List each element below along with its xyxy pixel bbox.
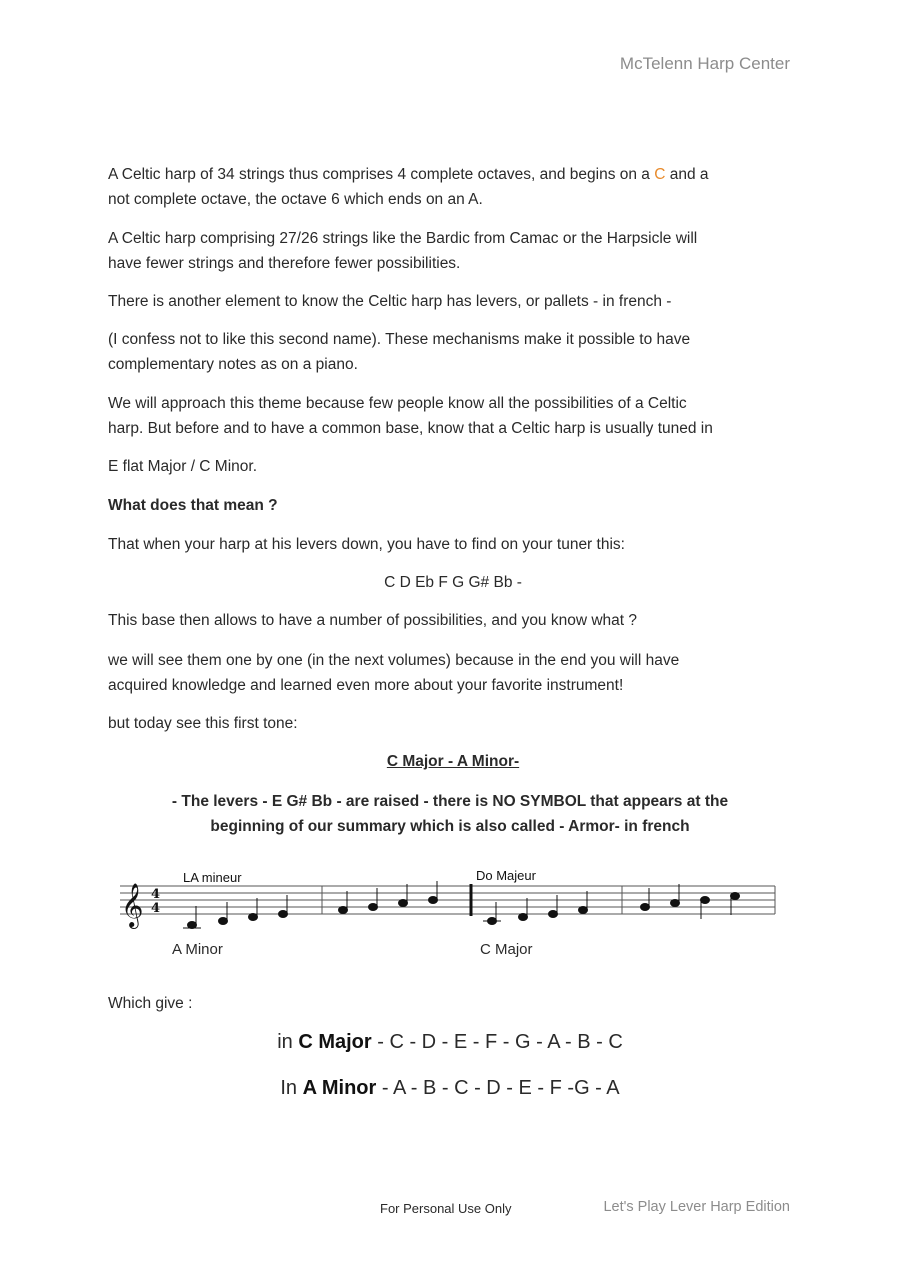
music-staff	[115, 862, 780, 967]
levers-line2: beginning of our summary which is also called - Armor- in french	[210, 818, 690, 835]
note-c-major-3	[549, 911, 558, 918]
note-a-minor-7	[399, 900, 408, 907]
time-signature-top: 4	[151, 887, 161, 902]
notes-c-major	[483, 884, 740, 925]
note-c-major-1	[488, 918, 497, 925]
p1-text-after: and a	[665, 166, 709, 183]
p4-line1: (I confess not to like this second name). These mechanisms make it possible to have	[108, 331, 691, 348]
paragraph-base: This base then allows to have a number of possibilities, and you know what ?	[108, 612, 638, 629]
note-a-minor-1	[188, 922, 197, 929]
note-a-minor-8	[429, 897, 438, 904]
note-c-major-8	[731, 893, 740, 900]
minor-notes: - A - B - C - D - E - F -G - A	[376, 1077, 620, 1099]
note-a-minor-5	[339, 907, 348, 914]
note-c-major-5	[641, 904, 650, 911]
minor-prefix: In	[280, 1077, 303, 1099]
p2-line1: A Celtic harp comprising 27/26 strings like the Bardic from Camac or the Harpsicle will	[108, 230, 698, 247]
staff-svg	[115, 862, 780, 967]
paragraph-tuner: That when your harp at his levers down, you have to find on your tuner this:	[108, 536, 625, 553]
section-heading: What does that mean ?	[108, 497, 278, 514]
p4-line2: complementary notes as on a piano.	[108, 356, 358, 373]
note-a-minor-2	[219, 918, 228, 925]
note-c-major-7	[701, 897, 710, 904]
p5-line2: harp. But before and to have a common base, know that a Celtic harp is usually tuned in	[108, 420, 713, 437]
note-a-minor-3	[249, 914, 258, 921]
note-c-major-2	[519, 914, 528, 921]
paragraph-34-strings	[108, 162, 798, 212]
paragraph-confess	[108, 327, 798, 377]
footer-personal-use: For Personal Use Only	[380, 1201, 512, 1216]
note-c-major-4	[579, 907, 588, 914]
header-brand: McTelenn Harp Center	[619, 54, 790, 73]
p9-line2: acquired knowledge and learned even more about your favorite instrument!	[108, 677, 624, 694]
notes-a-minor	[183, 881, 438, 929]
note-a-minor-6	[369, 904, 378, 911]
levers-line1: - The levers - E G# Bb - are raised - there is NO SYMBOL that appears at the	[171, 793, 729, 810]
note-a-minor-4	[279, 911, 288, 918]
label-c-major: C Major	[480, 941, 533, 958]
footer-edition: Let's Play Lever Harp Edition	[603, 1199, 790, 1215]
label-a-minor: A Minor	[172, 941, 223, 958]
paragraph-first-tone: but today see this first tone:	[108, 715, 298, 732]
tone-title: C Major - A Minor-	[386, 753, 520, 770]
scale-c-major	[0, 1031, 900, 1054]
time-signature-bottom: 4	[151, 901, 161, 916]
paragraph-tuning-key: E flat Major / C Minor.	[108, 458, 258, 475]
major-notes: - C - D - E - F - G - A - B - C	[371, 1031, 623, 1053]
tuning-notes: C D Eb F G G# Bb -	[384, 574, 522, 591]
major-name: C Major	[298, 1031, 372, 1053]
which-give: Which give :	[108, 995, 193, 1012]
p1-text: A Celtic harp of 34 strings thus comprises 4 complete octaves, and begins on a	[108, 166, 655, 183]
p1-line2: not complete octave, the octave 6 which ends on an A.	[108, 191, 483, 208]
p1-highlight-c: C	[654, 166, 666, 183]
note-c-major-6	[671, 900, 680, 907]
scale-a-minor	[0, 1077, 900, 1100]
label-do-majeur: Do Majeur	[476, 868, 536, 883]
paragraph-levers: There is another element to know the Celtic harp has levers, or pallets - in french -	[108, 293, 672, 310]
p9-line1: we will see them one by one (in the next volumes) because in the end you will have	[108, 652, 680, 669]
treble-clef-icon: 𝄞	[121, 883, 144, 927]
minor-name: A Minor	[302, 1077, 377, 1099]
levers-note	[100, 789, 800, 839]
major-prefix: in	[277, 1031, 299, 1053]
paragraph-approach	[108, 391, 798, 441]
paragraph-27-strings	[108, 226, 798, 276]
label-la-mineur: LA mineur	[183, 870, 242, 885]
p5-line1: We will approach this theme because few people know all the possibilities of a Celtic	[108, 395, 687, 412]
paragraph-volumes	[108, 648, 798, 698]
p2-line2: have fewer strings and therefore fewer possibilities.	[108, 255, 461, 272]
